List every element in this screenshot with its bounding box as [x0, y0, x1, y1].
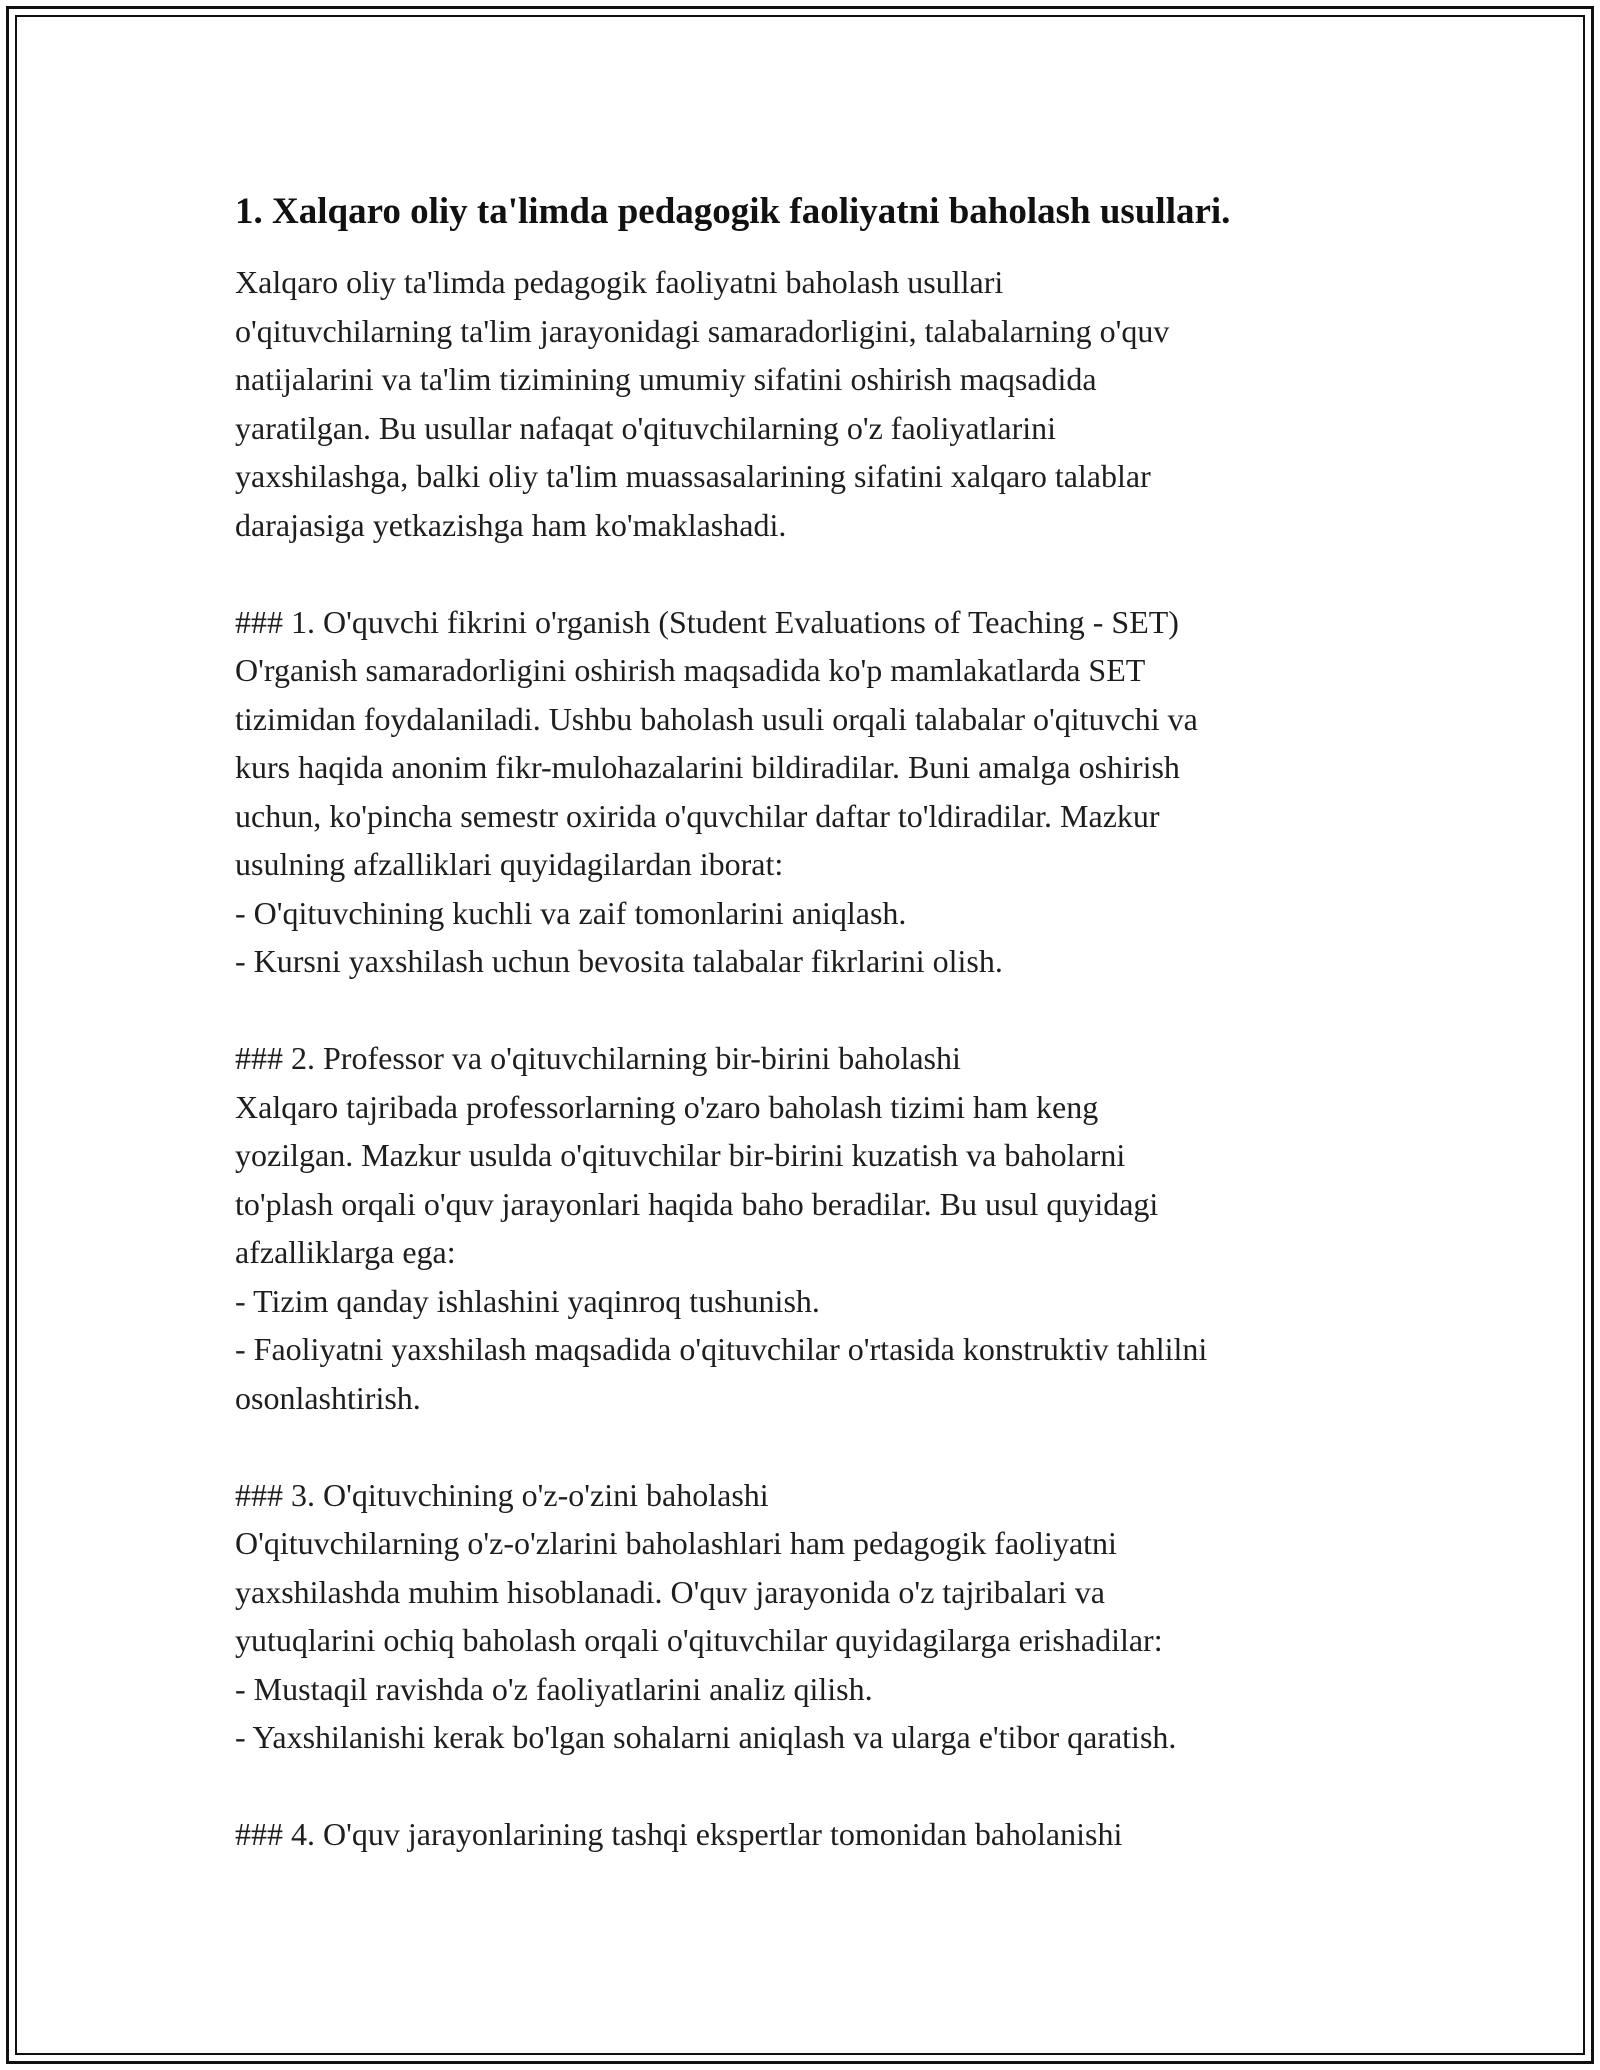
paragraph-gap [235, 1762, 1385, 1811]
section-heading: ### 3. O'qituvchining o'z-o'zini baholashi [235, 1476, 769, 1513]
section-3 [235, 1471, 1385, 1762]
intro-paragraph [235, 258, 1385, 549]
text-line: Xalqaro tajribada professorlarning o'zaro baholash tizimi ham keng [235, 1088, 1099, 1125]
document-body [235, 188, 1385, 1859]
list-item: - Mustaqil ravishda o'z faoliyatlarini analiz qilish. [235, 1670, 873, 1707]
paragraph-gap [235, 986, 1385, 1035]
paragraph-gap [235, 1422, 1385, 1471]
list-item: - Yaxshilanishi kerak bo'lgan sohalarni aniqlash va ularga e'tibor qaratish. [235, 1719, 1177, 1755]
list-item: - Kursni yaxshilash uchun bevosita talabalar fikrlarini olish. [235, 943, 1003, 979]
section-heading: ### 4. O'quv jarayonlarining tashqi ekspertlar tomonidan baholanishi [235, 1816, 1123, 1852]
section-heading: ### 2. Professor va o'qituvchilarning bir-birini baholashi [235, 1040, 961, 1076]
text-line: usulning afzalliklari quyidagilardan iborat: [235, 846, 784, 882]
text-line: yozilgan. Mazkur usulda o'qituvchilar bir-birini kuzatish va baholarni [235, 1137, 1126, 1173]
text-line: yaratilgan. Bu usullar nafaqat o'qituvchilarning o'z faoliyatlarini [235, 409, 1057, 446]
text-line: O'rganish samaradorligini oshirish maqsadida ko'p mamlakatlarda SET [235, 652, 1146, 688]
list-item: - O'qituvchining kuchli va zaif tomonlarini aniqlash. [235, 894, 907, 931]
list-item: - Faoliyatni yaxshilash maqsadida o'qituvchilar o'rtasida konstruktiv tahlilni [235, 1331, 1208, 1367]
text-line: yutuqlarini ochiq baholash orqali o'qituvchilar quyidagilarga erishadilar: [235, 1622, 1163, 1658]
text-line: o'qituvchilarning ta'lim jarayonidagi samaradorligini, talabalarning o'quv [235, 312, 1170, 349]
text-line: yaxshilashda muhim hisoblanadi. O'quv jarayonida o'z tajribalari va [235, 1573, 1105, 1610]
text-line: to'plash orqali o'quv jarayonlari haqida baho beradilar. Bu usul quyidagi [235, 1185, 1159, 1222]
section-2 [235, 1034, 1385, 1422]
list-item: - Tizim qanday ishlashini yaqinroq tushunish. [235, 1282, 820, 1319]
text-line: Xalqaro oliy ta'limda pedagogik faoliyatni baholash usullari [235, 264, 1004, 300]
list-item-continuation: osonlashtirish. [235, 1379, 421, 1416]
text-line: darajasiga yetkazishga ham ko'maklashadi. [235, 506, 787, 543]
text-line: kurs haqida anonim fikr-mulohazalarini bildiradilar. Buni amalga oshirish [235, 749, 1180, 785]
text-line: natijalarini va ta'lim tizimining umumiy sifatini oshirish maqsadida [235, 361, 1097, 397]
section-1 [235, 598, 1385, 986]
text-line: afzalliklarga ega: [235, 1234, 456, 1270]
section-4 [235, 1810, 1385, 1859]
section-heading: ### 1. O'quvchi fikrini o'rganish (Student Evaluations of Teaching - SET) [235, 603, 1179, 640]
text-line: uchun, ko'pincha semestr oxirida o'quvchilar daftar to'ldiradilar. Mazkur [235, 797, 1160, 834]
paragraph-gap [235, 549, 1385, 598]
document-title: 1. Xalqaro oliy ta'limda pedagogik faoliyatni baholash usullari. [235, 191, 1231, 232]
text-line: tizimidan foydalaniladi. Ushbu baholash usuli orqali talabalar o'qituvchi va [235, 700, 1198, 737]
text-line: yaxshilashga, balki oliy ta'lim muassasalarining sifatini xalqaro talablar [235, 458, 1151, 494]
text-line: O'qituvchilarning o'z-o'zlarini baholashlari ham pedagogik faoliyatni [235, 1525, 1117, 1561]
